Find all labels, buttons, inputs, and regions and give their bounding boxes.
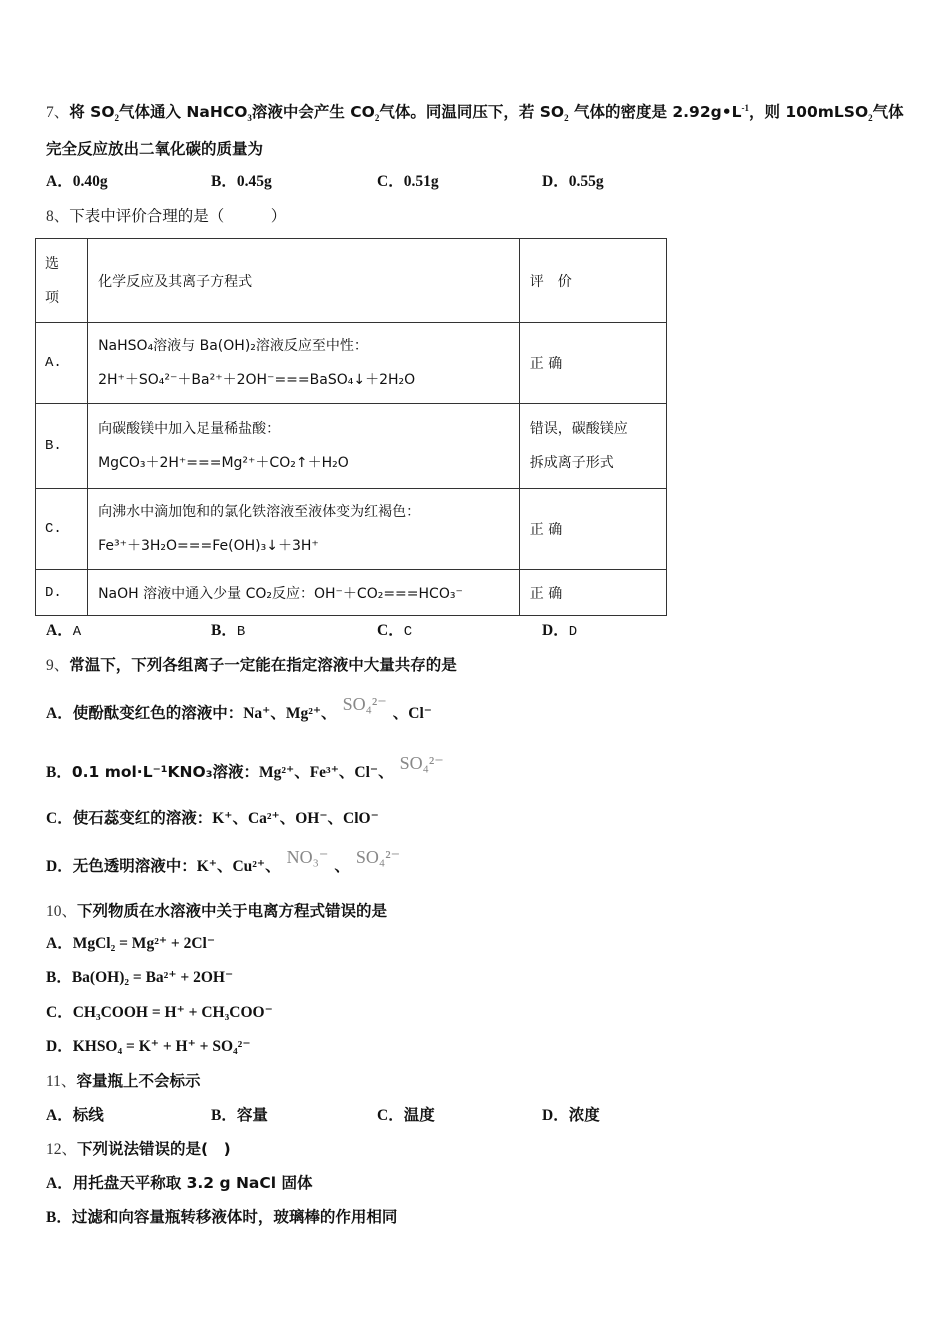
q10-stem: 10、下列物质在水溶液中关于电离方程式错误的是: [46, 902, 388, 920]
q7-option-b[interactable]: B．0.45g: [211, 173, 272, 190]
q10-option-d[interactable]: D．KHSO₄ = K⁺ + H⁺ + SO₄²⁻: [46, 1038, 251, 1055]
q10-option-c[interactable]: C．CH₃COOH = H⁺ + CH₃COO⁻: [46, 1004, 273, 1021]
q11-option-c[interactable]: C．温度: [377, 1106, 435, 1124]
q12-stem: 12、下列说法错误的是( ): [46, 1140, 231, 1158]
q7-option-d[interactable]: D．0.55g: [542, 173, 604, 190]
q9-option-c[interactable]: C．使石蕊变红的溶液：K⁺、Ca²⁺、OH⁻、ClO⁻: [46, 809, 379, 827]
q8-option-c[interactable]: C．C: [377, 622, 413, 640]
q12-option-b[interactable]: B．过滤和向容量瓶转移液体时，玻璃棒的作用相同: [46, 1208, 398, 1226]
q8-stem: 8、下表中评价合理的是（ ）: [46, 207, 287, 225]
table-row: C. 向沸水中滴加饱和的氯化铁溶液至液体变为红褐色： Fe³⁺＋3H₂O===Fe(OH)₃↓＋3H⁺ 正 确: [36, 489, 667, 570]
q8-option-d[interactable]: D．D: [542, 622, 578, 640]
header-evaluation: 评 价: [519, 239, 666, 323]
q9-option-b[interactable]: B．0.1 mol·L⁻¹KNO₃溶液：Mg²⁺、Fe³⁺、Cl⁻、 SO₄²⁻: [46, 753, 444, 781]
table-row: B. 向碳酸镁中加入足量稀盐酸： MgCO₃＋2H⁺===Mg²⁺＋CO₂↑＋H₂O 错误，碳酸镁应 拆成离子形式: [36, 404, 667, 489]
q7-stem-line1: 7、将 $SO_2$气体通入 NaHCO$_3$溶液中会产生 $CO_2$气体。同温同压下，若 $SO_2$ 气体的密度是 $2.92g•L^{-1}$，则 100mLSO$_2$气体: [46, 102, 904, 124]
table-header-row: [36, 239, 667, 323]
q9-option-d[interactable]: D．无色透明溶液中：K⁺、Cu²⁺、 NO₃⁻ 、 SO₄²⁻: [46, 847, 401, 875]
q11-stem: 11、容量瓶上不会标示: [46, 1072, 201, 1090]
q10-option-a[interactable]: A．MgCl₂ = Mg²⁺ + 2Cl⁻: [46, 935, 216, 952]
q11-option-a[interactable]: A．标线: [46, 1106, 104, 1124]
q8-option-a[interactable]: A．A: [46, 622, 82, 640]
table-row: A. NaHSO₄溶液与 Ba(OH)₂溶液反应至中性： 2H⁺＋SO₄²⁻＋Ba²⁺＋2OH⁻===BaSO₄↓＋2H₂O 正 确: [36, 323, 667, 404]
q12-option-a[interactable]: A．用托盘天平称取 3.2 g NaCl 固体: [46, 1174, 313, 1192]
sulfate-ion-image: SO₄²⁻: [342, 694, 387, 714]
q11-option-d[interactable]: D．浓度: [542, 1106, 600, 1124]
header-reaction: 化学反应及其离子方程式: [88, 239, 520, 323]
q7-stem-line2: 完全反应放出二氧化碳的质量为: [46, 140, 264, 158]
q7-option-c[interactable]: C．0.51g: [377, 173, 439, 190]
q9-stem: 9、常温下，下列各组离子一定能在指定溶液中大量共存的是: [46, 656, 457, 674]
header-option: 选 项: [36, 239, 88, 323]
q8-evaluation-table: [35, 238, 667, 616]
q10-option-b[interactable]: B．Ba(OH)₂ = Ba²⁺ + 2OH⁻: [46, 969, 234, 986]
q11-option-b[interactable]: B．容量: [211, 1106, 268, 1124]
q7-option-a[interactable]: A．0.40g: [46, 173, 108, 190]
sulfate-ion-image: SO₄²⁻: [355, 847, 401, 867]
q8-option-b[interactable]: B．B: [211, 622, 246, 640]
table-row: D. NaOH 溶液中通入少量 CO₂反应：OH⁻＋CO₂===HCO₃⁻ 正 确: [36, 570, 667, 616]
q9-option-a[interactable]: A．使酚酞变红色的溶液中：Na⁺、Mg²⁺、 SO₄²⁻ 、Cl⁻: [46, 694, 432, 722]
sulfate-ion-image: SO₄²⁻: [399, 753, 444, 773]
nitrate-ion-image: NO₃⁻: [286, 847, 329, 867]
